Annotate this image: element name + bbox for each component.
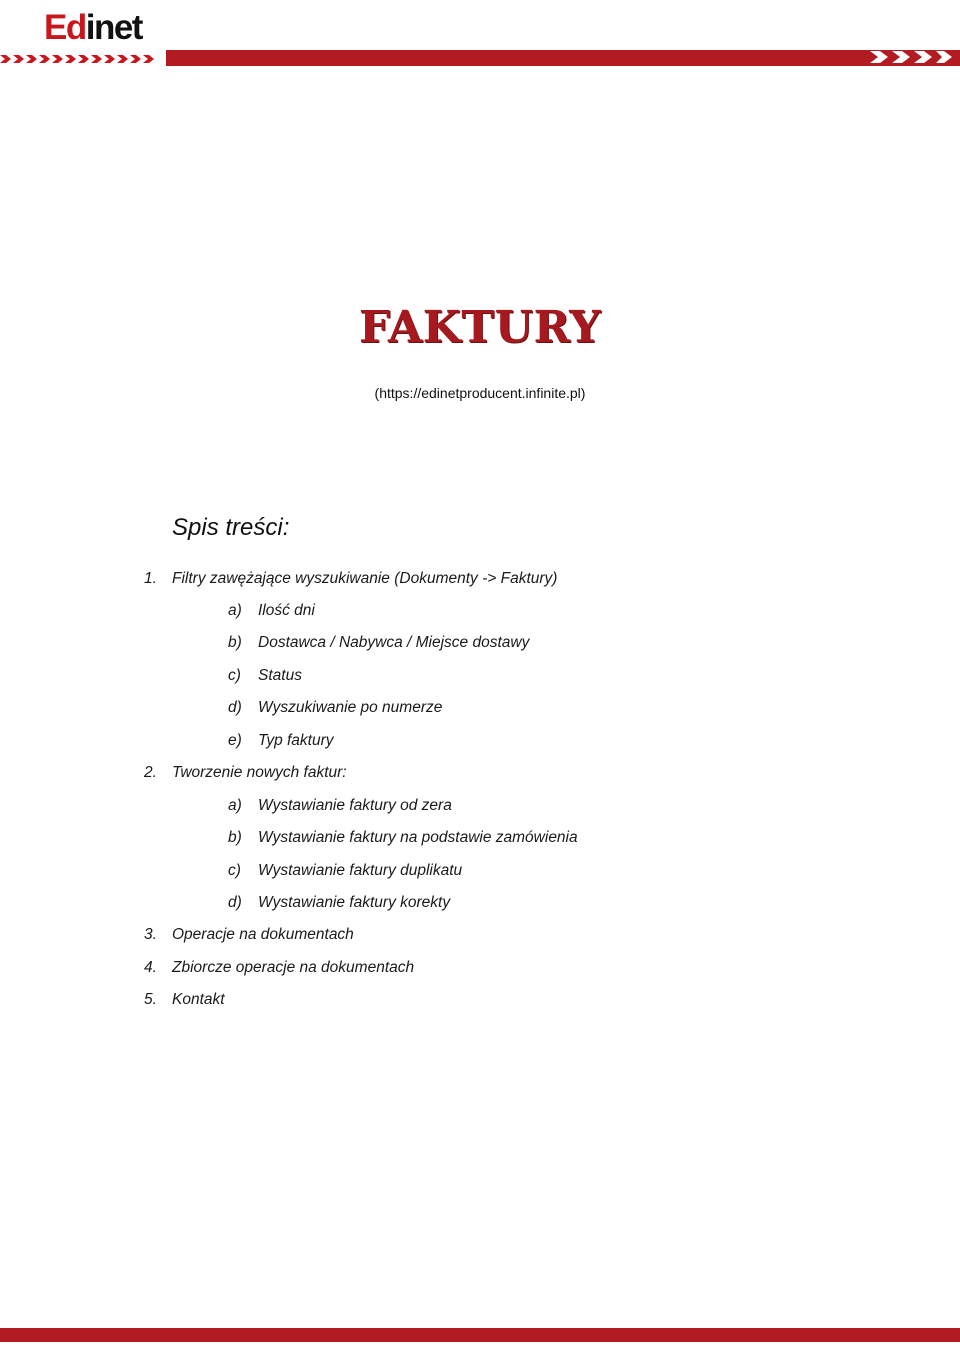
edinet-logo: [44, 8, 142, 48]
toc-section-number: 3.: [144, 926, 157, 943]
toc-item-letter: c): [228, 862, 241, 879]
chevron-strip-left-icon: [0, 54, 160, 64]
toc-section-label: Kontakt: [172, 991, 225, 1008]
toc-item-label: Wyszukiwanie po numerze: [258, 699, 443, 716]
toc-item-label: Status: [258, 667, 302, 684]
toc-item-letter: c): [228, 667, 241, 684]
toc-section-label: Zbiorcze operacje na dokumentach: [172, 959, 415, 976]
toc-item-label: Wystawianie faktury korekty: [258, 894, 451, 911]
toc-section-number: 4.: [144, 959, 157, 976]
toc-item-letter: a): [228, 602, 242, 619]
toc-item-label: Wystawianie faktury duplikatu: [258, 862, 463, 879]
toc-section-label: Filtry zawężające wyszukiwanie (Dokumenty -> Faktury): [172, 570, 558, 587]
toc-item-letter: a): [228, 797, 242, 814]
toc-item-label: Typ faktury: [258, 732, 334, 749]
header-band: [166, 50, 960, 66]
toc-heading: Spis treści:: [172, 514, 290, 541]
toc-item-label: Dostawca / Nabywca / Miejsce dostawy: [258, 634, 530, 651]
toc-item-letter: e): [228, 732, 242, 749]
toc-item-label: Wystawianie faktury na podstawie zamówienia: [258, 829, 578, 846]
toc-item-label: Wystawianie faktury od zera: [258, 797, 452, 814]
footer-band: [0, 1328, 960, 1342]
toc-section-label: Operacje na dokumentach: [172, 926, 354, 943]
document-url: (https://edinetproducent.infinite.pl): [374, 385, 586, 401]
toc-item-letter: b): [228, 829, 242, 846]
logo-part-ed: Ed: [44, 8, 86, 47]
toc-item-label: Ilość dni: [258, 602, 315, 619]
toc-item-letter: d): [228, 699, 242, 716]
toc-section-label: Tworzenie nowych faktur:: [172, 764, 347, 781]
toc-section-number: 5.: [144, 991, 157, 1008]
toc-item-letter: b): [228, 634, 242, 651]
toc-section-number: 2.: [144, 764, 157, 781]
page-header: [0, 0, 960, 70]
toc-item-letter: d): [228, 894, 242, 911]
toc-section-number: 1.: [144, 570, 157, 587]
logo-part-inet: inet: [85, 8, 142, 47]
chevron-arrows-icon: [866, 46, 956, 66]
document-title: FAKTURY: [358, 302, 602, 353]
